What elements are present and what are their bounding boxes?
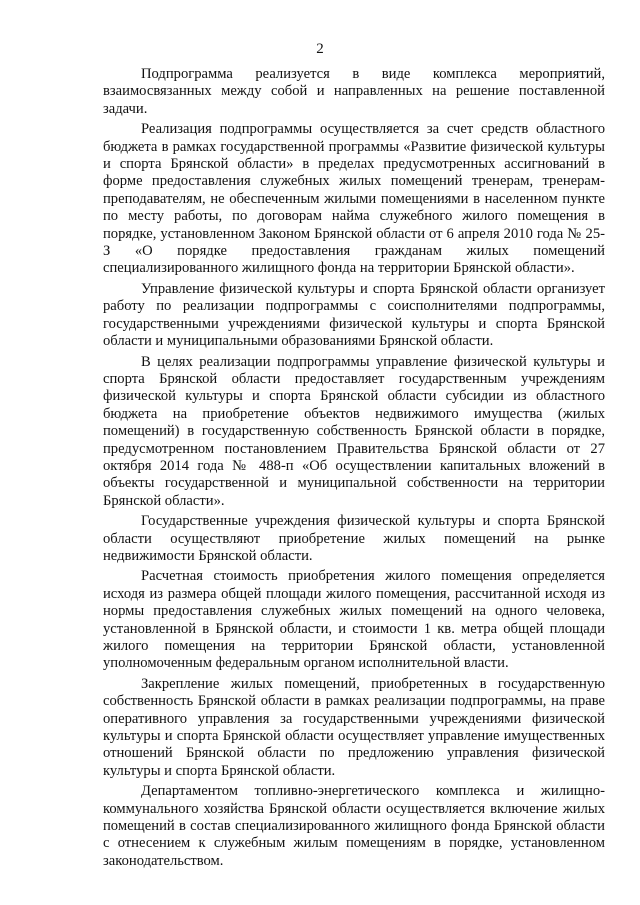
paragraph-subsidies: В целях реализации подпрограммы управление физической культуры и спорта Брянской области предоставляет государственным учреждениям физической культуры и спорта Брянской области субсидии из областного бюджета на приобретение объектов недвижимого имущества (жилых помещений) в государственную собственность Брянской области в порядке, предусмотренном постановлением Правительства Брянской области от 27 октября 2014 года № 488-п «Об осуществлении капитальных вложений в объекты государственной и муниципальной собственности на территории Брянской области». [103,353,605,509]
document-body [103,66,605,870]
paragraph-implementation-complex: Подпрограмма реализуется в виде комплекса мероприятий, взаимосвязанных между собой и направленных на решение поставленной задачи. [103,66,605,117]
paragraph-housing-fund: Департаментом топливно-энергетического комплекса и жилищно-коммунального хозяйства Брянской области осуществляется включение жилых помещений в состав специализированного жилищного фонда Брянской области с отнесением к служебным жилым помещениям в порядке, установленном законодательством. [103,783,605,869]
paragraph-cost-calculation: Расчетная стоимость приобретения жилого помещения определяется исходя из размера общей площади жилого помещения, рассчитанной исходя из нормы предоставления служебных жилых помещений на одного человека, установленной в Брянской области, и стоимости 1 кв. метра общей площади жилого помещения на территории Брянской области, установленной уполномоченным федеральным органом исполнительной власти. [103,568,605,672]
paragraph-funding: Реализация подпрограммы осуществляется за счет средств областного бюджета в рамках государственной программы «Развитие физической культуры и спорта Брянской области» в пределах предусмотренных ассигнований в форме предоставления служебных жилых помещений тренерам, тренерам-преподавателям, не обеспеченным жилыми помещениями в населенном пункте по месту работы, по договорам найма служебного жилого помещения в порядке, установленном Законом Брянской области от 6 апреля 2010 года № 25-З «О порядке предоставления гражданам жилых помещений специализированного жилищного фонда на территории Брянской области». [103,121,605,277]
paragraph-organization: Управление физической культуры и спорта Брянской области организует работу по реализации подпрограммы с соисполнителями подпрограммы, государственными учреждениями физической культуры и спорта Брянской области и муниципальными образованиями Брянской области. [103,280,605,350]
page-number: 2 [316,41,324,57]
paragraph-acquisition: Государственные учреждения физической культуры и спорта Брянской области осуществляют приобретение жилых помещений на рынке недвижимости Брянской области. [103,513,605,564]
paragraph-assignment: Закрепление жилых помещений, приобретенных в государственную собственность Брянской области в рамках реализации подпрограммы, на праве оперативного управления за государственными учреждениями физической культуры и спорта Брянской области осуществляет управление имущественных отношений Брянской области по предложению управления физической культуры и спорта Брянской области. [103,675,605,779]
